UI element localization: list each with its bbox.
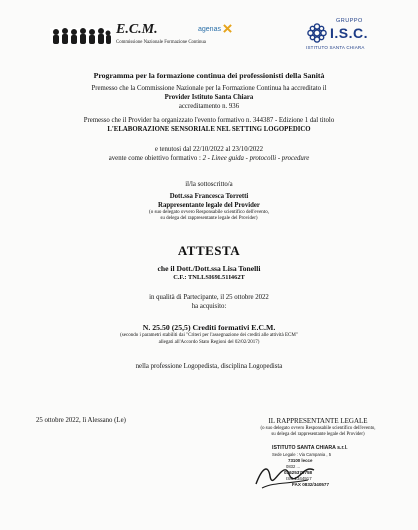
parametri-line-1: (secondo i parametri stabiliti dai "Criteri per l'assegnazione dei crediti alle attività ECM" (120, 333, 298, 338)
qualita: in qualità di Partecipante, il 25 ottobre 2022 (149, 294, 269, 301)
ecm-people-icon (50, 26, 112, 46)
signer-role: Rappresentante legale del Provider (158, 202, 260, 209)
delegato-line-2: su delega del rappresentante legale del Provider) (160, 216, 258, 221)
premesso-line-1: Premesso che la Commissione Nazionale per la Formazione Continua ha accreditato il (91, 85, 327, 92)
ecm-title: E.C.M. (116, 22, 158, 37)
rep-note-1: (o suo delegato ovvero Responsabile scientifico dell'evento, (260, 426, 376, 431)
participant-name: che il Dott./Dott.ssa Lisa Tonelli (157, 264, 261, 273)
stamp-line-3: 73100 lecce (288, 458, 313, 463)
isc-gruppo: GRUPPO (336, 18, 363, 24)
agenas-label: agenas (198, 26, 221, 33)
delegato-line-1: (o suo delegato ovvero Responsabile scientifico dell'evento, (149, 210, 269, 215)
signer-name: Dott.ssa Francesca Torretti (169, 193, 249, 200)
provider-name: Provider Istituto Santa Chiara (164, 94, 254, 101)
attesta-heading: ATTESTA (177, 243, 241, 258)
sottoscritto: il/la sottoscritto/a (185, 181, 233, 188)
professione: nella professione Logopedista, disciplina Logopedista (135, 363, 283, 370)
isc-name: I.S.C. (330, 25, 369, 41)
programma-title: Programma per la formazione continua dei professionisti della Sanità (93, 71, 325, 80)
obiettivo-value: 2 - Linee guida - protocolli - procedure (202, 155, 310, 162)
crediti: N. 25.50 (25,5) Crediti formativi E.C.M. (142, 323, 276, 332)
stamp-line-2: Sede Legale : Via Campania , 5 (272, 452, 332, 457)
isc-logo (306, 18, 369, 54)
ecm-logo (50, 22, 206, 52)
stamp-line-4: 0832 ... (286, 464, 300, 469)
rep-note-2: su delega del rappresentante legale del Provider) (271, 432, 365, 437)
agenas-x-icon (223, 24, 232, 33)
acquisito: ha acquisito: (191, 303, 227, 310)
isc-full-name: ISTITUTO SANTA CHIARA (306, 45, 365, 50)
obiettivo-prefix: avente come obiettivo formativo : (108, 155, 201, 162)
evento-title: L'ELABORAZIONE SENSORIALE NEL SETTING LOGOPEDICO (107, 126, 311, 133)
participant-cf: C.F.: TNLLSI69L51I462T (173, 274, 245, 281)
accreditamento: accreditamento n. 936 (178, 103, 240, 110)
obiettivo (0, 154, 418, 164)
agenas-logo (198, 24, 232, 33)
tenutosi: e tenutosi dal 22/10/2022 al 23/10/2022 (154, 146, 264, 153)
rappresentante-legale: IL RAPPRESENTANTE LEGALE (268, 417, 368, 425)
date-place: 25 ottobre 2022, lì Alessano (Le) (36, 417, 126, 424)
parametri-line-2: allegati all'Accordo Stato Regioni del 02/02/2017) (158, 340, 260, 345)
stamp-line-1: ISTITUTO SANTA CHIARA s.r.l. (272, 445, 348, 451)
ecm-subtitle: Commissione Nazionale Formazione Continua (116, 40, 206, 45)
premesso-line-2: Premesso che il Provider ha organizzato l'evento formativo n. 344387 - Edizione 1 dal titolo (83, 117, 335, 124)
stamp-line-6: ISC 1344917 (286, 476, 312, 481)
stamp-line-5: 03625370758 (284, 470, 313, 475)
stamp-line-7: FAX 0832/340577 (292, 482, 330, 487)
signature-icon (248, 458, 320, 494)
isc-emblem-icon (306, 22, 328, 44)
